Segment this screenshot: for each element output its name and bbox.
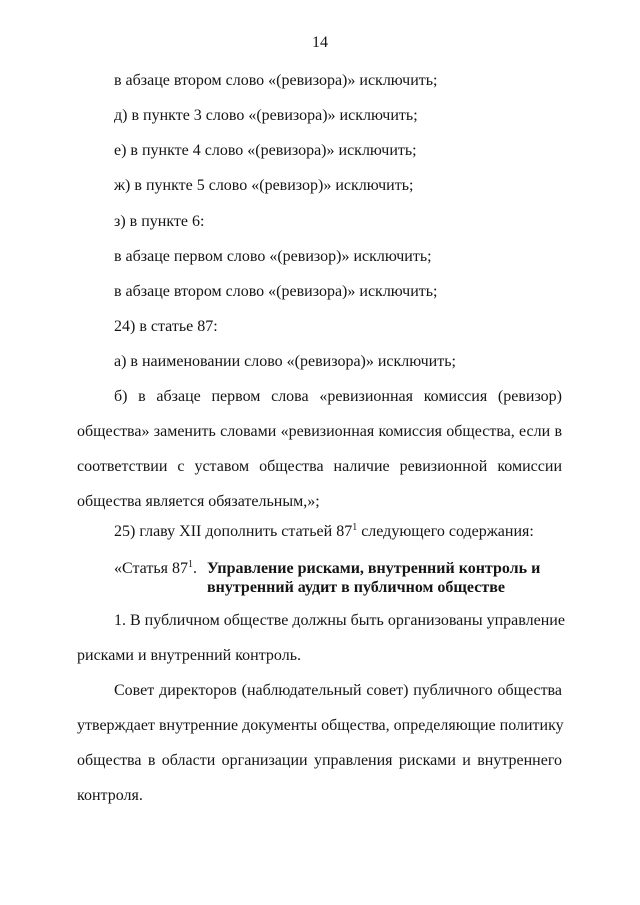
text-fragment: следующего содержания:: [357, 523, 534, 540]
article-title-line: внутренний аудит в публичном обществе: [207, 579, 505, 596]
text-line: [114, 522, 562, 542]
text-line: общества» заменить словами «ревизионная комиссия общества, если в: [77, 423, 562, 440]
text-line: 1. В публичном обществе должны быть организованы управление: [114, 612, 565, 629]
text-line: в абзаце втором слово «(ревизора)» исключить;: [114, 283, 438, 300]
text-line: б) в абзаце первом слова «ревизионная комиссия (ревизор): [114, 388, 562, 405]
page-number: 14: [312, 34, 328, 51]
text-line: соответствии с уставом общества наличие ревизионной комиссии: [77, 458, 562, 475]
article-label: [114, 559, 197, 579]
superscript: 1: [352, 522, 358, 533]
text-line: контроля.: [77, 787, 143, 804]
text-fragment: 25) главу XII дополнить статьей 87: [114, 523, 353, 540]
text-line: общества является обязательным,»;: [77, 493, 320, 510]
text-line: в абзаце втором слово «(ревизора)» исключить;: [114, 72, 438, 89]
superscript: 1: [187, 559, 193, 570]
article-title-line: Управление рисками, внутренний контроль и: [207, 560, 541, 577]
article-label-text: «Статья 87: [114, 560, 188, 577]
text-line: ж) в пункте 5 слово «(ревизор)» исключить;: [114, 177, 414, 194]
text-line: рисками и внутренний контроль.: [77, 647, 301, 664]
text-line: а) в наименовании слово «(ревизора)» исключить;: [114, 353, 456, 370]
text-line: 24) в статье 87:: [114, 318, 218, 335]
text-line: Совет директоров (наблюдательный совет) публичного общества: [114, 682, 562, 699]
text-line: е) в пункте 4 слово «(ревизора)» исключить;: [114, 142, 417, 159]
article-label-dot: .: [192, 560, 197, 577]
text-line: д) в пункте 3 слово «(ревизора)» исключить;: [114, 107, 418, 124]
text-line: общества в области организации управления рисками и внутреннего: [77, 752, 562, 769]
text-line: в абзаце первом слово «(ревизор)» исключить;: [114, 248, 432, 265]
text-line: утверждает внутренние документы общества, определяющие политику: [77, 717, 564, 734]
text-line: з) в пункте 6:: [114, 213, 205, 230]
